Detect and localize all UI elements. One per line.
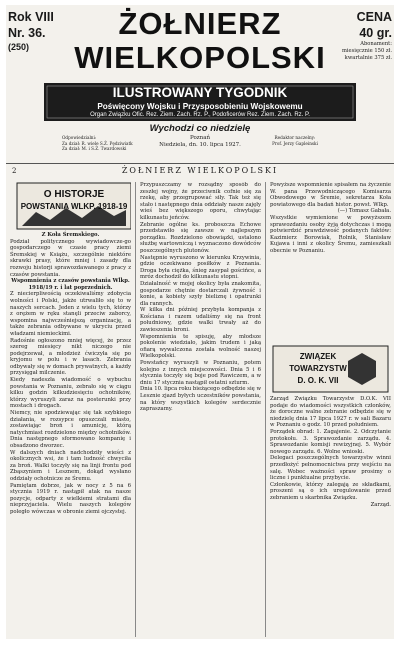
logo-text-2: POWSTANIA WLKP. 1918-19 — [20, 202, 128, 211]
paragraph: Wszystkie wymienione w powyższem sprawozdaniu osoby żyją dotychczas i mogą potwierdzić prawdziwość podanych faktów: Kazimierz Borowiak, Rolnik, Stanisław Kujawa i inni z okolicy Śremu, zamieszkali obecnie w Poznaniu. — [270, 214, 391, 254]
paragraph: Delegaci poszczególnych towarzystw winni przedłożyć pełnomocnictwa przy wejściu na salę. Wobec ważności spraw prosimy o liczne i punktualne przybycie. — [270, 455, 391, 482]
subtitle-banner — [44, 83, 356, 121]
paragraph: Dnia 10. lipca roku bieżącego odbędzie się w Lesznie zjazd byłych uczestników powstania, na który wszystkich kolegów serdecznie zapraszamy. — [140, 386, 261, 413]
price-label: CENA — [356, 10, 392, 24]
newspaper-title — [56, 7, 344, 81]
page-header — [6, 165, 394, 179]
responsible-label: Odpowiedzialni: — [62, 135, 97, 140]
logo-text-2: TOWARZYSTW — [289, 364, 347, 373]
logo-text-1: ZWIĄZEK — [299, 352, 337, 361]
issue-info — [8, 9, 56, 54]
signature: Zarząd. — [370, 501, 391, 508]
city: Poznań — [189, 135, 211, 141]
paragraph: Pamiętam dobrze, jak w nocy z 5 na 6 stycznia 1919 r. nastąpił atak na nasze pozycje, odparty z wielkiemi stratami dla nieprzyjaciela. Wielu naszych kolegów poległo wówczas w obronie ziemi ojczystej. — [10, 482, 131, 515]
paragraph: W dalszych dniach nadchodziły wieści z okolicznych wsi, że i tam ludność chwyciła za broń. Walki toczyły się na linji frontu pod Zbąszyniem i Lesznem, dokąd wysłano oddziały ochotnicze ze Śremu. — [10, 449, 131, 482]
header-rule — [6, 163, 394, 164]
subscription-label: Abonament: — [360, 41, 392, 47]
price-value: 40 gr. — [359, 26, 392, 40]
paragraph: Powstańcy wyruszyli w Poznaniu, potem kolejno z innych miejscowości. Dnia 5 i 6 stycznia toczyły się boje pod Rawiczem, a w dniu 17 stycznia nastąpił ostatni szturm. — [140, 360, 261, 386]
paragraph: Kiedy nadeszła wiadomość o wybuchu powstania w Poznaniu, zebrało się w ciągu kilku godzin kilkudziesięciu ochotników, którzy wyruszyli zaraz na posterunki przy mostach i drogach. — [10, 377, 131, 410]
column-separator — [135, 182, 136, 637]
column-separator — [265, 182, 266, 637]
sequence-number: (250) — [8, 42, 30, 52]
paragraph: Z niecierpliwością oczekiwaliśmy zdobycia wolności i Polski, jakże utrwaliło się to w naszych sercach. Jeden z wielu tych, którzy z orężem w ręku stanęli przeciw zaborcy, wspomina najwcześniejszą organizację, a także zebrania odbywane w ukryciu przed władzami niemieckimi. — [10, 291, 131, 337]
page-number: 2 — [12, 167, 17, 175]
paragraph: Niemcy, nie spodziewając się tak szybkiego działania, w rozsypce opuszczali miasto, zostawiając broń i amunicję, którą natychmiast rozdzielono między ochotników. Dnia następnego sformowano kompanię i obsadzono dworzec. — [10, 410, 131, 449]
title-line-1: ŻOŁNIERZ — [118, 6, 282, 41]
banner-line-1: ILUSTROWANY TYGODNIK — [112, 85, 288, 100]
logo-text-1: O HISTORJE — [43, 189, 105, 200]
chief-editor-label: Redaktor naczelny: — [274, 135, 316, 140]
price-info — [334, 9, 392, 62]
paragraph: Radośnie ogłoszono mniej więcej, że przez szereg miesięcy nikt niczego nie podejrzewał, a młodzież ćwiczyła się po kryjomu w polu i w lasach. Zebrania odbywały się w domach prywatnych, a każdy przysięgał milczenie. — [10, 337, 131, 377]
chief-editor-name: Prof. Jerzy Gapleinski — [272, 140, 318, 146]
paragraph: Podział politycznego wywiadowcze-go gospodarczego w czasie pracy ziemi Śremskiej w Książu, szczególnie niektóre skrawki prasy, które mniej i zasady dla rozwoju historji sprawozdawanego z pracy z czasów powstania. — [10, 238, 131, 278]
paragraph: Wspomnienia te spisuję, aby młodsze pokolenie wiedziało, jakim trudem i jaką ofiarą wywalczona została wolność naszej Wielkopolski. — [140, 333, 261, 360]
section-heading: Z Koła Śremskiego. — [41, 232, 100, 238]
column-2 — [140, 182, 261, 637]
publication-frequency: Wychodzi co niedzielę — [149, 123, 251, 134]
paragraph: Członkowie, którzy zalegają ze składkami, proszeni są o ich uregulowanie przed zebraniem u skarbnika Związku. — [270, 481, 391, 501]
paragraph: Zebranie ogólne ks. proboszcza Echowe przedstawiło się zawsze w najlepszym porządku. Rozdzielono obowiązki, ustalono służbę wartowniczą i wyznaczono dowódców poszczególnych plutonów. — [140, 221, 261, 254]
banner-line-3: Organ Związku Ofic. Rez. Ziem. Zach. Rz. P., Podoficerów Rez. Ziem. Zach. Rz. P. — [90, 112, 310, 118]
issue-date: Niedziela, dn. 10. lipca 1927. — [159, 142, 241, 148]
newspaper-page — [6, 5, 394, 639]
title-line-2: WIELKOPOLSKI — [74, 40, 326, 75]
subscription-quarterly: kwartalnie 375 zł. — [344, 55, 392, 61]
paragraph: Porządek obrad: 1. Zagajenie. 2. Odczytanie protokołu. 3. Sprawozdanie zarządu. 4. Sprawozdanie komisji rewizyjnej. 5. Wybór nowego zarządu. 6. Wolne wnioski. — [270, 428, 391, 455]
paragraph: Działalność w mojej okolicy była znakomita, gospodarze chętnie dostarczali żywność i konie, a kobiety szyły bieliznę i opatrunki dla rannych. — [140, 280, 261, 307]
col1-text — [10, 232, 131, 516]
column-3-bottom — [270, 396, 391, 637]
paragraph: Powyższe wspomnienie spisałem na życzenie W. pana Przewodniczącego Komisarza Obwodowego w Śremie, sekretarza Koła powiatowego dla badań histor. powst. Wlkp. — [270, 182, 391, 208]
issue-number: Nr. 36. — [8, 26, 46, 40]
subscription-monthly: miesięcznie 150 zł. — [341, 48, 392, 54]
banner-line-2: Poświęcony Wojsku i Przysposobieniu Wojskowemu — [97, 102, 303, 111]
paragraph: W kilka dni później przybyła kompanja z Kościana i razem udaliśmy się na front południowy, gdzie walki trwały aż do zawieszenia broni. — [140, 307, 261, 334]
signature: (—) Tomasz Gabała. — [337, 208, 391, 215]
paragraph: Zarząd Związku Towarzystw D.O.K. VII podaje do wiadomości wszystkich członków, że doroczne walne zebranie odbędzie się w niedzielę dnia 17 lipca 1927 r. w sali Bazaru w Poznaniu o godz. 10 przed południem. — [270, 396, 391, 429]
article-heading: Wspomnienia z czasów powstania Wlkp. 1918/19 r. i lat poprzednich. — [11, 278, 130, 291]
association-logo — [272, 345, 389, 393]
responsible-line-1: Za dział: R. wiele S.Ż. Pędziwiatk — [62, 140, 133, 146]
column-1 — [10, 182, 131, 637]
history-section-logo — [16, 182, 131, 230]
logo-text-3: D. O. K. VII — [297, 376, 339, 385]
responsible-line-2: Za dział: M. i S.Ż. Twardowski — [62, 146, 127, 151]
column-3-top — [270, 182, 391, 342]
masthead — [6, 5, 394, 162]
paragraph: Przypuszczamy w rozsądny sposób do zeszłej wojny, że przeciwnik cofnie się za rzekę, aby przegrupować siły. Tak też się stało i następnego dnia oddziały nasze zajęły wieś bez większego oporu, chwytając kilkunastu jeńców. — [140, 182, 261, 221]
chief-editor — [252, 135, 338, 146]
paragraph: Następnie wyruszono w kierunku Krzywinia, gdzie oczekiwano posiłków z Poznania. Droga była ciężka, śnieg zasypał gościńce, a mróz dochodził do kilkunastu stopni. — [140, 254, 261, 281]
running-title: ŻOŁNIERZ WIELKOPOLSKI — [121, 166, 279, 175]
year-label: Rok VIII — [8, 10, 54, 24]
